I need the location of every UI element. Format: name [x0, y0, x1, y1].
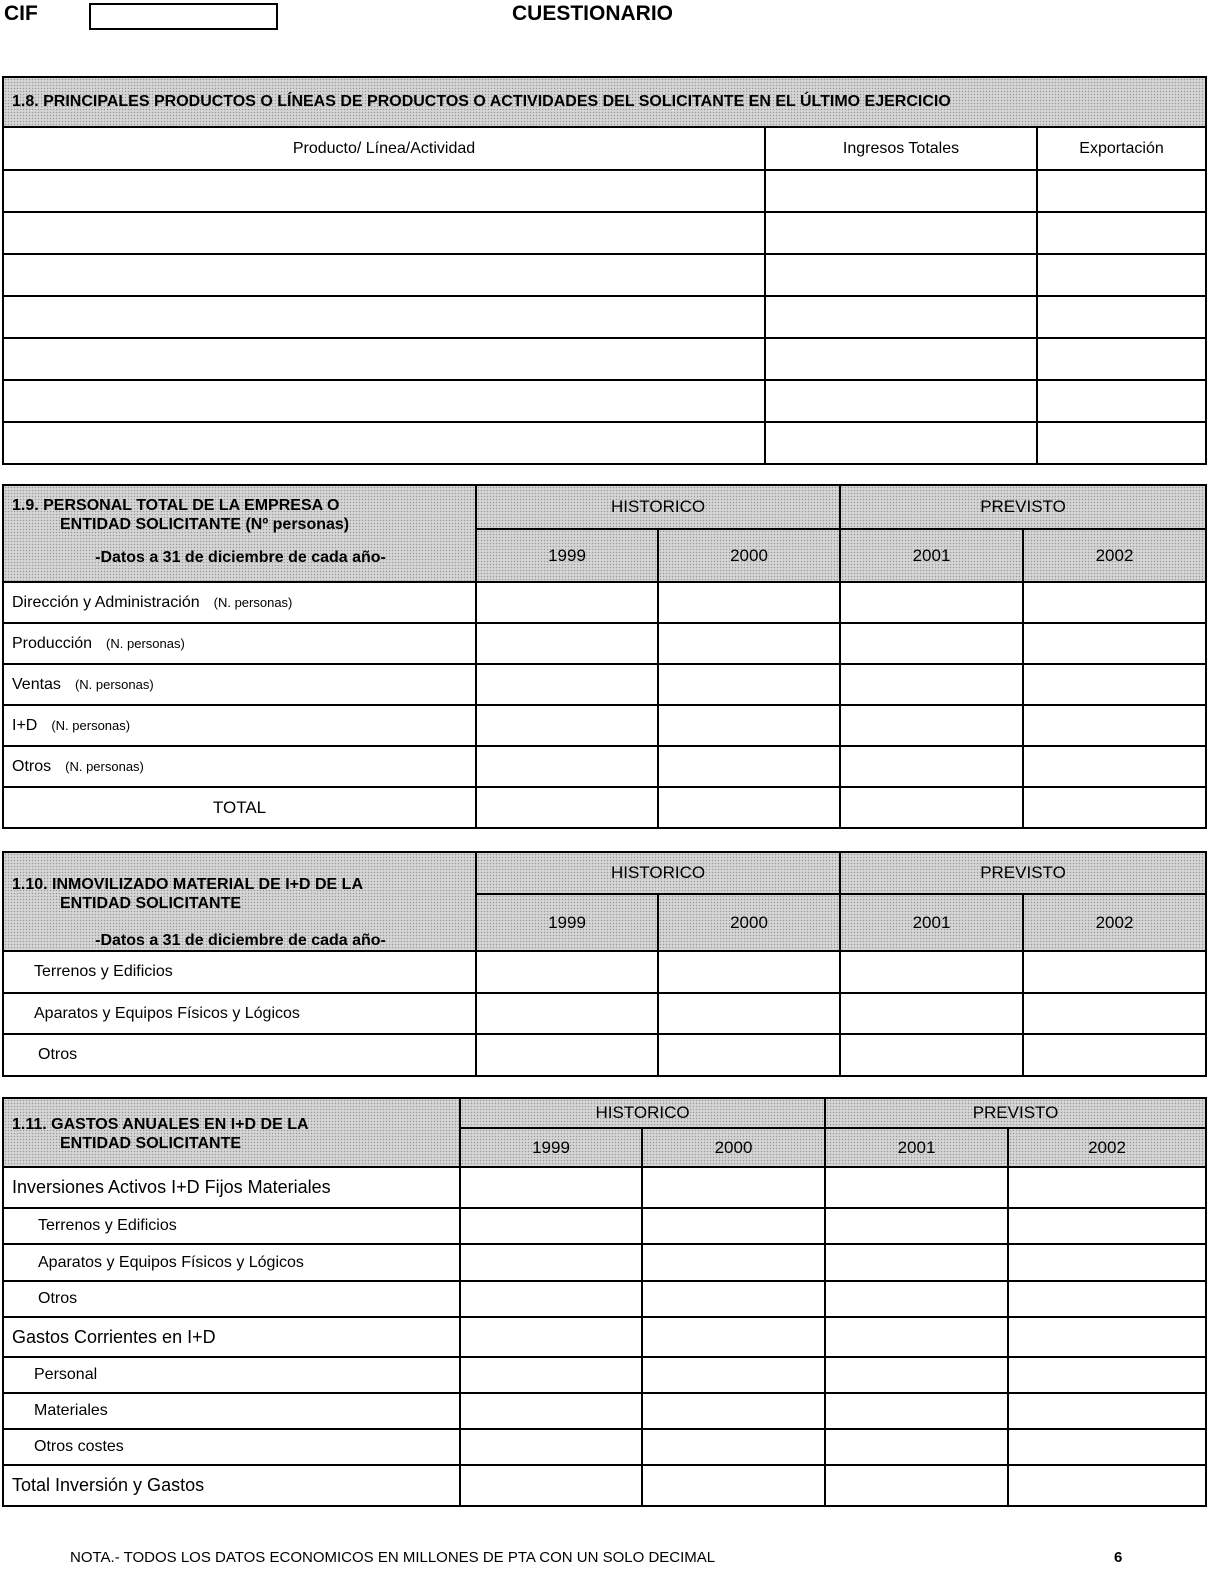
year-2001: 2001 [825, 1128, 1008, 1167]
value-cell[interactable] [642, 1281, 825, 1317]
value-cell[interactable] [1008, 1281, 1206, 1317]
value-cell[interactable] [460, 1167, 642, 1208]
value-cell[interactable] [1008, 1429, 1206, 1465]
value-cell[interactable] [658, 951, 840, 993]
value-cell[interactable] [460, 1317, 642, 1357]
section-1-10-title-block [3, 852, 476, 951]
value-cell[interactable] [476, 664, 658, 705]
historico-header: HISTORICO [460, 1098, 825, 1128]
row-label: Otros [3, 1281, 460, 1317]
section-1-9-table [2, 484, 1207, 829]
producto-cell[interactable] [3, 296, 765, 338]
cif-input[interactable] [89, 3, 278, 30]
row-label: I+D (N. personas) [3, 705, 476, 746]
value-cell[interactable] [460, 1393, 642, 1429]
section-1-8-title: 1.8. PRINCIPALES PRODUCTOS O LÍNEAS DE PRODUCTOS O ACTIVIDADES DEL SOLICITANTE EN EL ÚLTIMO EJERCICIO [3, 77, 1206, 127]
value-cell[interactable] [460, 1244, 642, 1281]
table-row [3, 1167, 1206, 1208]
table-row [3, 1429, 1206, 1465]
table-row [3, 254, 1206, 296]
section-1-8-table [2, 76, 1207, 465]
value-cell[interactable] [476, 623, 658, 664]
value-cell[interactable] [658, 582, 840, 623]
value-cell[interactable] [460, 1465, 642, 1506]
value-cell[interactable] [1023, 746, 1206, 787]
value-cell[interactable] [642, 1465, 825, 1506]
value-cell[interactable] [1008, 1244, 1206, 1281]
exportacion-cell[interactable] [1037, 212, 1206, 254]
historico-header: HISTORICO [476, 485, 840, 529]
row-label: Terrenos y Edificios [3, 951, 476, 993]
section-1-9-title-block [3, 485, 476, 582]
value-cell[interactable] [642, 1393, 825, 1429]
value-cell[interactable] [476, 746, 658, 787]
value-cell[interactable] [642, 1208, 825, 1244]
historico-header: HISTORICO [476, 852, 840, 894]
previsto-header: PREVISTO [825, 1098, 1206, 1128]
value-cell[interactable] [658, 705, 840, 746]
table-row [3, 338, 1206, 380]
value-cell[interactable] [1023, 1034, 1206, 1076]
year-2002: 2002 [1023, 894, 1206, 951]
table-row [3, 1244, 1206, 1281]
row-label: Ventas (N. personas) [3, 664, 476, 705]
value-cell[interactable] [658, 664, 840, 705]
value-cell[interactable] [476, 705, 658, 746]
ingresos-cell[interactable] [765, 296, 1037, 338]
value-cell[interactable] [840, 1034, 1023, 1076]
previsto-header: PREVISTO [840, 852, 1206, 894]
cif-label: CIF [4, 2, 38, 25]
table-row [3, 664, 1206, 705]
table-row [3, 1317, 1206, 1357]
exportacion-cell[interactable] [1037, 422, 1206, 464]
value-cell[interactable] [1008, 1167, 1206, 1208]
row-label: Aparatos y Equipos Físicos y Lógicos [3, 1244, 460, 1281]
row-label: Total Inversión y Gastos [3, 1465, 460, 1506]
value-cell[interactable] [1023, 993, 1206, 1034]
table-row [3, 746, 1206, 787]
ingresos-cell[interactable] [765, 212, 1037, 254]
value-cell[interactable] [840, 993, 1023, 1034]
value-cell[interactable] [642, 1317, 825, 1357]
table-row [3, 1208, 1206, 1244]
row-label: Producción (N. personas) [3, 623, 476, 664]
year-2000: 2000 [658, 529, 840, 582]
table-row [3, 1357, 1206, 1393]
year-2000: 2000 [658, 894, 840, 951]
table-row [3, 1281, 1206, 1317]
row-label: Materiales [3, 1393, 460, 1429]
value-cell[interactable] [840, 787, 1023, 828]
value-cell[interactable] [642, 1167, 825, 1208]
value-cell[interactable] [1023, 623, 1206, 664]
value-cell[interactable] [840, 746, 1023, 787]
ingresos-cell[interactable] [765, 338, 1037, 380]
row-label: Terrenos y Edificios [3, 1208, 460, 1244]
row-label: Dirección y Administración (N. personas) [3, 582, 476, 623]
table-row [3, 1465, 1206, 1506]
value-cell[interactable] [825, 1167, 1008, 1208]
value-cell[interactable] [1008, 1393, 1206, 1429]
section-1-11-title-line2: ENTIDAD SOLICITANTE [60, 1135, 242, 1152]
section-1-10-title-line2: ENTIDAD SOLICITANTE [60, 895, 242, 912]
value-cell[interactable] [460, 1281, 642, 1317]
value-cell[interactable] [1008, 1208, 1206, 1244]
producto-cell[interactable] [3, 338, 765, 380]
section-1-10-subtitle: -Datos a 31 de diciembre de cada año- [95, 932, 386, 949]
value-cell[interactable] [825, 1244, 1008, 1281]
section-1-9-subtitle: -Datos a 31 de diciembre de cada año- [95, 549, 386, 566]
year-2001: 2001 [840, 529, 1023, 582]
ingresos-cell[interactable] [765, 170, 1037, 212]
value-cell[interactable] [642, 1244, 825, 1281]
exportacion-cell[interactable] [1037, 254, 1206, 296]
value-cell[interactable] [658, 623, 840, 664]
row-label: Aparatos y Equipos Físicos y Lógicos [3, 993, 476, 1034]
value-cell[interactable] [1008, 1465, 1206, 1506]
table-row [3, 1034, 1206, 1076]
table-row [3, 993, 1206, 1034]
value-cell[interactable] [1023, 705, 1206, 746]
value-cell[interactable] [1023, 787, 1206, 828]
value-cell[interactable] [840, 623, 1023, 664]
year-1999: 1999 [476, 894, 658, 951]
value-cell[interactable] [825, 1429, 1008, 1465]
col-exportacion: Exportación [1037, 127, 1206, 170]
section-1-9-title-line1: 1.9. PERSONAL TOTAL DE LA EMPRESA O [12, 497, 340, 514]
section-1-11-title-line1: 1.11. GASTOS ANUALES EN I+D DE LA [12, 1116, 309, 1133]
col-producto: Producto/ Línea/Actividad [3, 127, 765, 170]
producto-cell[interactable] [3, 254, 765, 296]
exportacion-cell[interactable] [1037, 338, 1206, 380]
value-cell[interactable] [642, 1429, 825, 1465]
value-cell[interactable] [1023, 582, 1206, 623]
table-row [3, 623, 1206, 664]
value-cell[interactable] [658, 746, 840, 787]
ingresos-cell[interactable] [765, 422, 1037, 464]
value-cell[interactable] [476, 787, 658, 828]
value-cell[interactable] [476, 993, 658, 1034]
row-label: Personal [3, 1357, 460, 1393]
year-2001: 2001 [840, 894, 1023, 951]
value-cell[interactable] [460, 1357, 642, 1393]
value-cell[interactable] [1008, 1357, 1206, 1393]
col-ingresos: Ingresos Totales [765, 127, 1037, 170]
value-cell[interactable] [658, 787, 840, 828]
value-cell[interactable] [825, 1393, 1008, 1429]
value-cell[interactable] [825, 1357, 1008, 1393]
value-cell[interactable] [825, 1281, 1008, 1317]
producto-cell[interactable] [3, 170, 765, 212]
section-1-10-table [2, 851, 1207, 1077]
section-1-11-table [2, 1097, 1207, 1507]
exportacion-cell[interactable] [1037, 170, 1206, 212]
section-1-9-title-line2: ENTIDAD SOLICITANTE (Nº personas) [60, 516, 350, 533]
year-2002: 2002 [1023, 529, 1206, 582]
table-row [3, 170, 1206, 212]
table-row [3, 296, 1206, 338]
row-label: Inversiones Activos I+D Fijos Materiales [3, 1167, 460, 1208]
value-cell[interactable] [825, 1208, 1008, 1244]
producto-cell[interactable] [3, 422, 765, 464]
exportacion-cell[interactable] [1037, 296, 1206, 338]
ingresos-cell[interactable] [765, 254, 1037, 296]
table-row [3, 787, 1206, 828]
page-title: CUESTIONARIO [512, 2, 674, 25]
row-label: Otros costes [3, 1429, 460, 1465]
value-cell[interactable] [840, 664, 1023, 705]
previsto-header: PREVISTO [840, 485, 1206, 529]
row-label: Otros [3, 1034, 476, 1076]
value-cell[interactable] [658, 1034, 840, 1076]
producto-cell[interactable] [3, 212, 765, 254]
table-row [3, 422, 1206, 464]
value-cell[interactable] [825, 1317, 1008, 1357]
value-cell[interactable] [642, 1357, 825, 1393]
year-2002: 2002 [1008, 1128, 1206, 1167]
value-cell[interactable] [1023, 664, 1206, 705]
producto-cell[interactable] [3, 380, 765, 422]
section-1-10-title-line1: 1.10. INMOVILIZADO MATERIAL DE I+D DE LA [12, 876, 363, 893]
value-cell[interactable] [460, 1208, 642, 1244]
year-1999: 1999 [476, 529, 658, 582]
value-cell[interactable] [476, 951, 658, 993]
value-cell[interactable] [840, 582, 1023, 623]
table-row [3, 951, 1206, 993]
section-1-11-title-block [3, 1098, 460, 1167]
value-cell[interactable] [476, 1034, 658, 1076]
total-label: TOTAL [3, 787, 476, 828]
ingresos-cell[interactable] [765, 380, 1037, 422]
value-cell[interactable] [840, 951, 1023, 993]
value-cell[interactable] [1023, 951, 1206, 993]
table-row [3, 380, 1206, 422]
page-number: 6 [1114, 1549, 1123, 1566]
value-cell[interactable] [460, 1429, 642, 1465]
row-label: Gastos Corrientes en I+D [3, 1317, 460, 1357]
year-2000: 2000 [642, 1128, 825, 1167]
table-row [3, 582, 1206, 623]
footer-note: NOTA.- TODOS LOS DATOS ECONOMICOS EN MILLONES DE PTA CON UN SOLO DECIMAL [70, 1549, 716, 1566]
table-row [3, 1393, 1206, 1429]
value-cell[interactable] [1008, 1317, 1206, 1357]
exportacion-cell[interactable] [1037, 380, 1206, 422]
value-cell[interactable] [840, 705, 1023, 746]
value-cell[interactable] [476, 582, 658, 623]
value-cell[interactable] [825, 1465, 1008, 1506]
row-label: Otros (N. personas) [3, 746, 476, 787]
value-cell[interactable] [658, 993, 840, 1034]
table-row [3, 212, 1206, 254]
table-row [3, 705, 1206, 746]
year-1999: 1999 [460, 1128, 642, 1167]
